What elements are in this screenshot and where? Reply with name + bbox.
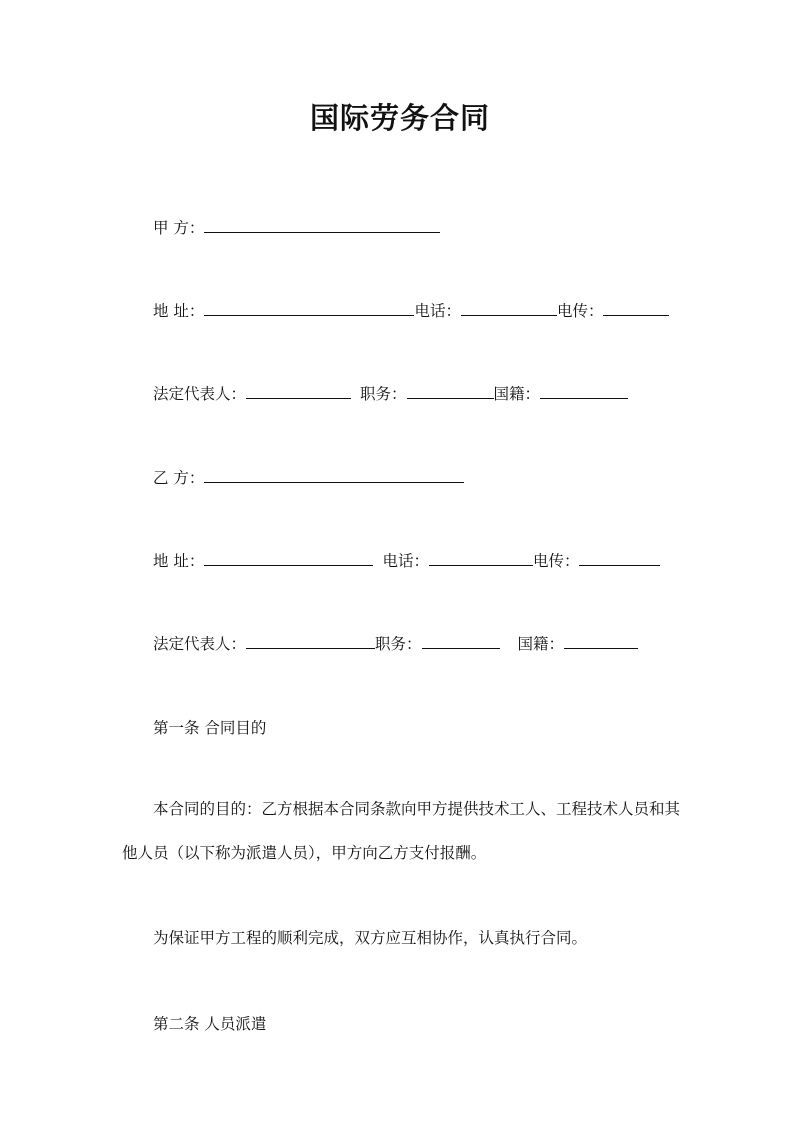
party-b-address-label: 地 址： xyxy=(153,552,205,570)
party-a-name-blank[interactable] xyxy=(204,218,440,233)
party-b-name-label: 乙 方： xyxy=(153,469,205,487)
party-a-name-row xyxy=(153,218,440,238)
party-a-nationality-label: 国籍： xyxy=(493,385,541,403)
party-b-nationality-blank[interactable] xyxy=(564,634,638,649)
party-b-rep-blank[interactable] xyxy=(246,634,375,649)
party-b-fax-label: 电传： xyxy=(532,552,580,570)
party-a-phone-label: 电话： xyxy=(414,302,461,320)
party-a-fax-label: 电传： xyxy=(556,302,604,320)
party-a-phone-blank[interactable] xyxy=(461,301,557,316)
party-b-name-row xyxy=(153,468,464,488)
party-b-fax-blank[interactable] xyxy=(579,551,660,566)
party-a-rep-label: 法定代表人： xyxy=(153,385,247,403)
article-1-paragraph-2: 为保证甲方工程的顺利完成，双方应互相协作，认真执行合同。 xyxy=(153,929,588,947)
party-b-rep-row xyxy=(153,634,638,654)
party-a-rep-blank[interactable] xyxy=(246,384,351,399)
document-title: 国际劳务合同 xyxy=(309,101,490,135)
party-b-position-blank[interactable] xyxy=(422,634,500,649)
party-a-nationality-blank[interactable] xyxy=(540,384,628,399)
party-a-address-blank[interactable] xyxy=(204,301,414,316)
party-b-name-blank[interactable] xyxy=(204,468,464,483)
party-b-phone-label: 电话： xyxy=(382,552,429,570)
party-b-nationality-label: 国籍： xyxy=(517,635,565,653)
party-a-rep-row xyxy=(153,384,628,404)
article-1-paragraph-1: 本合同的目的：乙方根据本合同条款向甲方提供技术工人、工程技术人员和其他人员（以下称为派遣人员），甲方向乙方支付报酬。 xyxy=(122,800,681,862)
article-1-heading: 第一条 合同目的 xyxy=(153,719,267,737)
party-a-position-blank[interactable] xyxy=(407,384,494,399)
party-b-rep-label: 法定代表人： xyxy=(153,635,247,653)
article-2-heading: 第二条 人员派遣 xyxy=(153,1015,267,1033)
party-b-phone-blank[interactable] xyxy=(429,551,533,566)
party-a-position-label: 职务： xyxy=(360,385,407,403)
party-b-position-label: 职务： xyxy=(375,635,422,653)
party-a-address-row xyxy=(153,301,669,321)
party-a-fax-blank[interactable] xyxy=(603,301,669,316)
party-a-address-label: 地 址： xyxy=(153,302,205,320)
party-a-name-label: 甲 方： xyxy=(153,219,205,237)
party-b-address-row xyxy=(153,551,660,571)
party-b-address-blank[interactable] xyxy=(204,551,373,566)
